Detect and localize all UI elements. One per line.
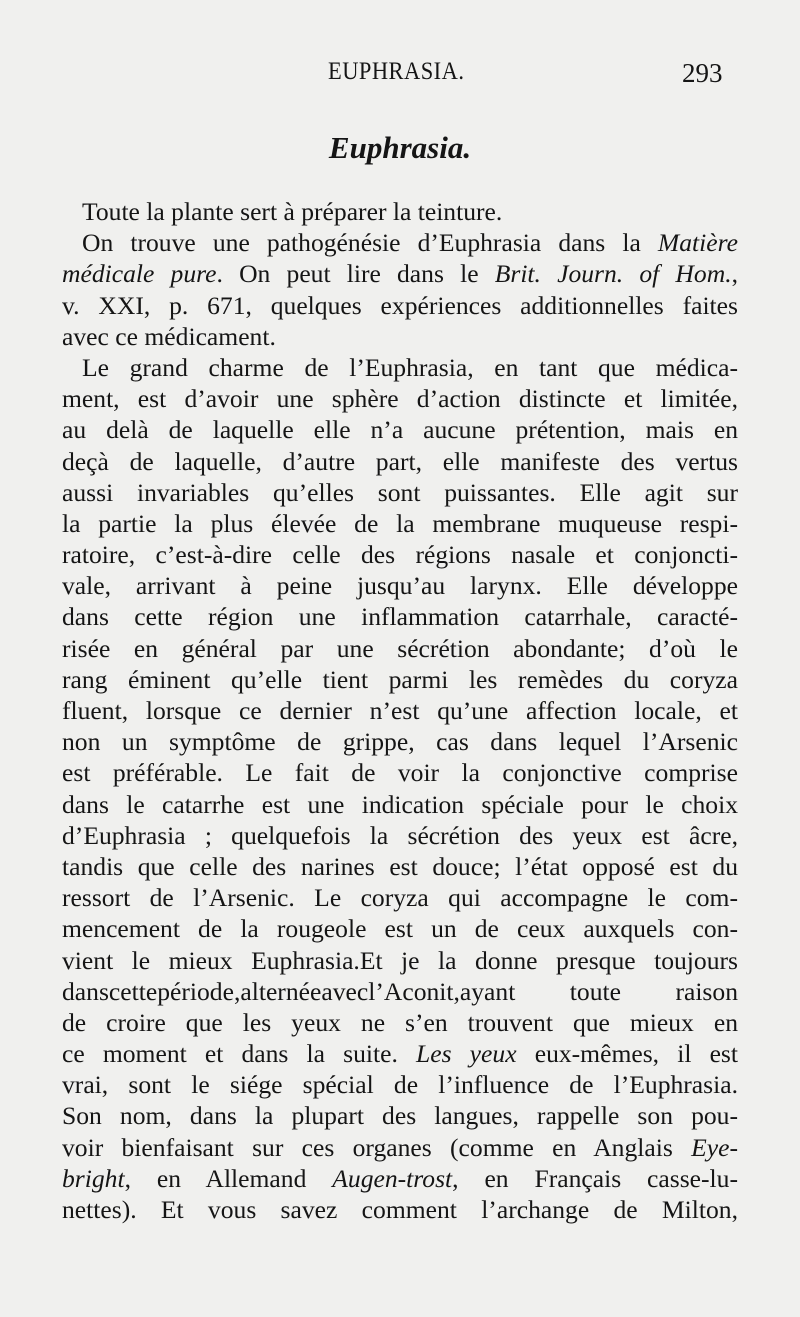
text-line: dans cette région une inflammation catarrhale, caracté-	[62, 602, 738, 632]
text-run: On trouve une pathogénésie d’Euphrasia dans la	[82, 228, 658, 258]
italic-text: Eye-	[691, 1132, 738, 1162]
text-line: fluent, lorsque ce dernier n’est qu’une affection locale, et	[62, 696, 738, 725]
text-line: ratoire, c’est-à-dire celle des régions nasale et conjoncti-	[62, 540, 738, 570]
italic-text: Brit. Journ. of Hom.	[494, 259, 732, 289]
italic-text: Augen-trost	[332, 1163, 453, 1193]
text-line	[62, 1038, 738, 1069]
text-line: Toute la plante sert à préparer la teinture.	[82, 197, 503, 226]
text-line	[62, 258, 738, 289]
text-line: risée en général par une sécrétion abondante; d’où le	[62, 633, 738, 663]
text-line: d’Euphrasia ; quelquefois la sécrétion des yeux est âcre,	[62, 820, 738, 850]
text-line: la partie la plus élevée de la membrane muqueuse respi-	[62, 508, 738, 538]
running-head-title: EUPHRASIA.	[328, 58, 465, 85]
body-text	[62, 196, 738, 1225]
text-line: vale, arrivant à peine jusqu’au larynx. Elle développe	[62, 571, 738, 601]
text-run: ,	[731, 259, 738, 289]
text-run: , en Français casse-lu-	[452, 1163, 738, 1193]
italic-text: Les yeux	[416, 1039, 517, 1069]
text-run: voir bienfaisant sur ces organes (comme en Anglais	[62, 1132, 692, 1162]
text-line: vrai, sont le siége spécial de l’influence de l’Euphrasia.	[62, 1070, 738, 1100]
text-run: ce moment et dans la suite.	[62, 1039, 416, 1069]
text-line: Son nom, dans la plupart des langues, rappelle son pou-	[62, 1101, 738, 1131]
text-line: deçà de laquelle, d’autre part, elle manifeste des vertus	[62, 446, 738, 476]
italic-text: Matière	[657, 228, 738, 258]
text-line: vient le mieux Euphrasia.Et je la donne presque toujours	[62, 945, 738, 975]
text-line: aussi invariables qu’elles sont puissantes. Elle agit sur	[62, 477, 738, 507]
page-number: 293	[682, 58, 723, 88]
text-line	[62, 1132, 738, 1163]
article-title: Euphrasia.	[328, 130, 472, 165]
text-line: au delà de laquelle elle n’a aucune prétention, mais en	[62, 415, 738, 445]
text-line: nettes). Et vous savez comment l’archange de Milton,	[62, 1195, 738, 1224]
text-line: de croire que les yeux ne s’en trouvent que mieux en	[62, 1007, 738, 1037]
running-head	[0, 58, 800, 92]
text-line: est préférable. Le fait de voir la conjonctive comprise	[62, 758, 738, 788]
text-run: eux-mêmes, il est	[516, 1039, 738, 1069]
text-line	[62, 1163, 738, 1194]
text-line: ment, est d’avoir une sphère d’action distincte et limitée,	[62, 384, 738, 414]
text-line: mencement de la rougeole est un de ceux auxquels con-	[62, 914, 738, 944]
text-line: non un symptôme de grippe, cas dans lequel l’Arsenic	[62, 727, 738, 757]
text-line: danscettepériode,alternéeavecl’Aconit,ayant toute raison	[62, 976, 738, 1006]
text-run: . On peut lire dans le	[216, 259, 495, 289]
text-line	[62, 227, 738, 258]
text-line: dans le catarrhe est une indication spéciale pour le choix	[62, 789, 738, 819]
italic-text: bright	[62, 1163, 125, 1193]
text-line: rang éminent qu’elle tient parmi les remèdes du coryza	[62, 664, 738, 694]
text-line: v. XXI, p. 671, quelques expériences additionnelles faites	[62, 290, 738, 320]
text-line: ressort de l’Arsenic. Le coryza qui accompagne le com-	[62, 883, 738, 913]
text-run: , en Allemand	[124, 1163, 333, 1193]
text-line: tandis que celle des narines est douce; l’état opposé est du	[62, 851, 738, 881]
text-line: avec ce médicament.	[62, 321, 276, 351]
text-line: Le grand charme de l’Euphrasia, en tant que médica-	[82, 352, 738, 382]
italic-text: médicale pure	[62, 259, 217, 289]
